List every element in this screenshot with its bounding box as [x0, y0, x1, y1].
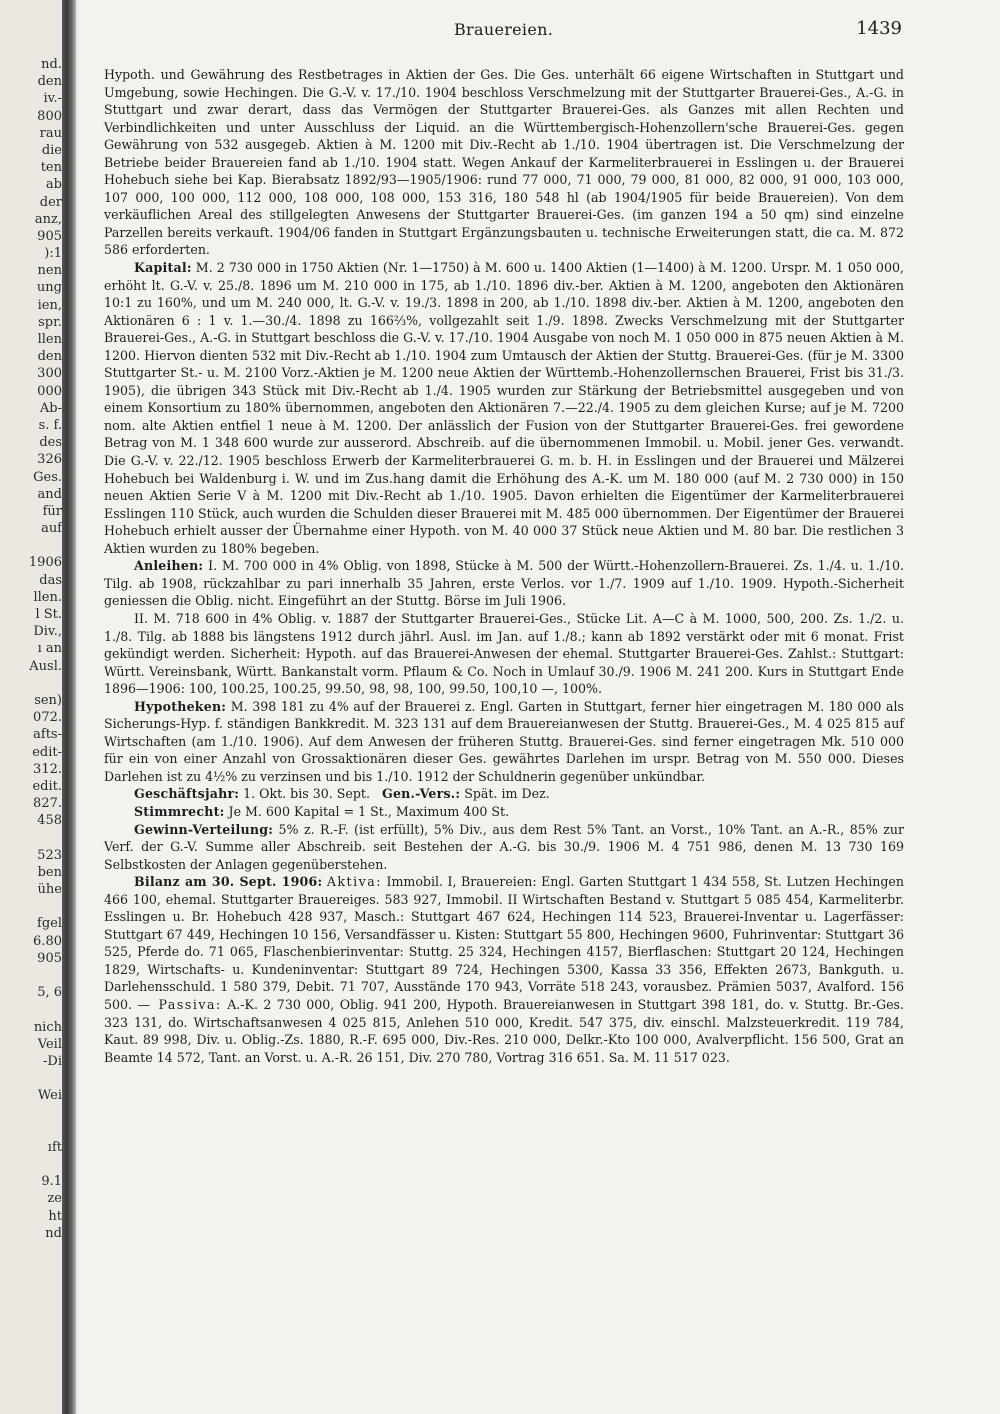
gutter-fragment: edit. [32, 778, 62, 794]
kapital-paragraph [104, 259, 904, 557]
gutter-fragment: für [42, 503, 62, 519]
gutter-fragment [0, 537, 62, 554]
gewinn-text: 5% z. R.-F. (ist erfüllt), 5% Div., aus dem Rest 5% Tant. an Vorst., 10% Tant. an A.-R., 85% zur Verf. der G.-V. Summe aller Abschreib. seit Bestehen der A.-G. bis 30./9. 1906 M. 4 751 986, denen M. 13 730 169 Selbstkosten der Anlagen gegenüberstehen. [104, 821, 904, 872]
anleihen-paragraph-2: II. M. 718 600 in 4% Oblig. v. 1887 der Stuttgarter Brauerei-Ges., Stücke Lit. A—C à M. 1000, 500, 200. Zs. 1./2. u. 1./8. Tilg. ab 1888 bis längstens 1912 durch jährl. Ausl. im Jan. auf 1./8.; kann ab 1892 verstärkt oder mit 6 monat. Frist gekündigt werden. Sicherheit: Hypoth. auf das Brauerei-Anwesen der ehemal. Stuttgarter Brauerei-Ges. Zahlst.: Stuttgart: Württ. Vereinsbank, Württ. Bankanstalt vorm. Pflaum & Co. Noch in Umlauf 30./9. 1906 M. 241 200. Kurs in Stuttgart Ende 1896—1906: 100, 100.25, 100.25, 99.50, 98, 98, 100, 99.50, 100,10 —, 100%. [104, 610, 904, 697]
aktiva-text: Immobil. I, Brauereien: Engl. Garten Stuttgart 1 434 558, St. Lutzen Hechingen 466 100, ehemal. Stuttgarter Brauereiges. 583 927, Immobil. II Wirtschaften Bestand v. Stuttgart 5 085 454, Karmeliterbr. Esslingen u. Br. Hohebuch 428 937, Masch.: Stuttgart 467 624, Hechingen 114 523, Brauerei-Inventar u. Lagerfässer: Stuttgart 67 449, Hechingen 10 156, Versandfässer u. Kisten: Stuttgart 55 800, Hechingen 9600, Fuhrinventar: Stuttgart 36 525, Pferde do. 71 065, Flaschenbierinventar: Stuttg. 25 324, Hechingen 4157, Bierflaschen: Stuttgart 20 124, Hechingen 1829, Wirtschafts- u. Kundeninventar: Stuttgart 89 724, Hechingen 5300, Kassa 33 356, Effekten 2673, Bankguth. u. Darlehensschuld. 1 580 379, Debit. 71 707, Ausstände 170 943, Vorräte 518 243, vorausbez. Prämien 5037, Avalford. 156 500. [104, 874, 904, 1012]
gutter-fragment: 800 [37, 108, 62, 124]
gutter-fragment: Ab- [39, 400, 62, 416]
stimmrecht-paragraph [104, 803, 904, 821]
gutter-fragment: 827. [33, 796, 62, 812]
gutter-fragment: llen. [33, 589, 62, 605]
gutter-fragment [0, 898, 62, 915]
gutter-fragment: anz, [34, 211, 62, 227]
gutter-fragment: 905 [37, 950, 62, 966]
gutter-fragment: 523 [37, 847, 62, 863]
gutter-fragment: den [37, 74, 62, 90]
gutter-fragment [0, 1122, 62, 1139]
gutter-fragment [0, 675, 62, 692]
intro-paragraph: Hypoth. und Gewährung des Restbetrages in Aktien der Ges. Die Ges. unterhält 66 eigene Wirtschaften in Stuttgart und Umgebung, sowie Hechingen. Die G.-V. v. 17./10. 1904 beschloss Verschmelzung mit der Stuttgarter Brauerei-Ges., A.-G. in Stuttgart und zwar derart, dass das Vermögen der Stuttgarter Brauerei-Ges. als Ganzes mit allen Rechten und Verbindlichkeiten und unter Ausschluss der Liquid. an die Württembergisch-Hohenzollern'sche Brauerei-Ges. gegen Gewährung von 532 ausgegeb. Aktien à M. 1200 mit Div.-Recht ab 1./10. 1904 übertragen ist. Die Verschmelzung der Betriebe beider Brauereien fand ab 1./10. 1904 statt. Wegen Ankauf der Karmeliterbrauerei in Esslingen u. der Brauerei Hohebuch siehe bei Kap. Bierabsatz 1892/93—1905/1906: rund 77 000, 71 000, 79 000, 81 000, 82 000, 91 000, 103 000, 107 000, 100 000, 112 000, 108 000, 108 000, 153 316, 180 548 hl (ab 1904/1905 für beide Brauereien). Von dem verkäuflichen Areal des stillgelegten Anwesens der Stuttgarter Brauerei-Ges. (im ganzen 194 a 50 qm) sind einzelne Parzellen bereits verkauft. 1904/06 fanden in Stuttgart Ergänzungsbauten u. technische Erweiterungen statt, die ca. M. 872 586 erforderten. [104, 67, 904, 258]
gutter-fragment: -Di [43, 1053, 62, 1069]
gutter-fragment: nich [33, 1019, 62, 1035]
geschaeftsjahr-label: Geschäftsjahr: [134, 786, 240, 802]
gutter-fragment: s. f. [38, 417, 62, 433]
aktiva-label: Aktiva: [326, 874, 382, 890]
passiva-label: — Passiva: [137, 996, 222, 1012]
hypotheken-paragraph [104, 698, 904, 786]
gutter-fragment: 312. [33, 761, 62, 777]
gutter-fragment: nd. [41, 57, 62, 72]
gutter-fragment: sen) [34, 692, 62, 708]
geschaeftsjahr-paragraph [104, 785, 904, 803]
kapital-text: M. 2 730 000 in 1750 Aktien (Nr. 1—1750) à M. 600 u. 1400 Aktien (1—1400) à M. 1200. Urspr. M. 1 050 000, erhöht lt. G.-V. v. 25./8. 1896 um M. 210 000 in 175, ab 1./10. 1896 div.-ber. Aktien à M. 1200, angeboten den Aktionären 10:1 zu 160%, und um M. 240 000, lt. G.-V. v. 19./3. 1898 in 200, ab 1./10. 1898 div.-ber. Aktien à M. 1200, angeboten den Aktionären 6 : 1 v. 1.—30./4. 1898 zu 166⅔%, vollgezahlt seit 1./9. 1898. Zwecks Verschmelzung mit der Stuttgarter Brauerei-Ges., A.-G. in Stuttgart beschloss die G.-V. v. 17./10. 1904 Ausgabe von noch M. 1 050 000 in 875 neuen Aktien à M. 1200. Hiervon dienten 532 mit Div.-Recht ab 1./10. 1904 zum Umtausch der Aktien der Stuttg. Brauerei-Ges. (für je M. 3300 Stuttgarter St.- u. M. 2100 Vorz.-Aktien je M. 1200 neue Aktien der Württemb.-Hohenzollernschen Brauerei, Frist bis 31./3. 1905), die übrigen 343 Stück mit Div.-Recht ab 1./4. 1905 wurden zur Stärkung der Betriebsmittel ausgegeben und von einem Konsortium zu 180% übernommen, angeboten den Aktionären 7.—22./4. 1905 zu dem gleichen Kurse; auf je M. 7200 nom. alte Aktien entfiel 1 neue à M. 1200. Der anlässlich der Fusion von der Stuttgarter Brauerei-Ges. frei gewordene Betrag von M. 1 348 600 wurde zur ausserord. Abschreib. auf die übernommenen Immobil. u. Mobil. jener Ges. verwandt. Die G.-V. v. 22./12. 1905 beschloss Erwerb der Karmeliterbrauerei G. m. b. H. in Esslingen und der Brauerei und Mälzerei Hohebuch bei Waldenburg i. W. und im Zus.hang damit die Erhöhung des A.-K. um M. 180 000 (auf M. 2 730 000) in 150 neuen Aktien Serie V à M. 1200 mit Div.-Recht ab 1./10. 1905. Davon erhielten die Eigentümer der Karmeliterbrauerei Esslingen 110 Stück, auch wurden die Schulden dieser Brauerei mit M. 485 000 übernommen. Der Eigentümer der Brauerei Hohebuch erhielt ausser der Übernahme einer Hypoth. von M. 40 000 37 Stück neue Aktien und M. 80 bar. Die restlichen 3 Aktien wurden zu 180% begeben. [104, 260, 904, 556]
gutter-fragment: ühe [37, 882, 62, 897]
anleihen-label: Anleihen: [134, 558, 204, 574]
gutter-fragment: 905 [37, 228, 62, 244]
gutter-fragment: nen [37, 263, 62, 279]
gutter-fragment: afts- [33, 727, 62, 743]
gutter-fragment: llen [37, 332, 62, 347]
gutter-fragment: 5, 6 [37, 985, 62, 1001]
geschaeftsjahr-text: 1. Okt. bis 30. Sept. [243, 786, 370, 802]
hypotheken-text: M. 398 181 zu 4% auf der Brauerei z. Engl. Garten in Stuttgart, ferner hier eingetragen M. 180 000 als Sicherungs-Hyp. f. ständigen Bankkredit. M. 323 131 auf dem Brauereianwesen der Stuttg. Brauerei-Ges., M. 4 025 815 auf Wirtschaften (am 1./10. 1906). Auf dem Anwesen der früheren Stuttg. Brauerei-Ges. sind ferner eingetragen Mk. 510 000 für ein von einer Anzahl von Grossaktionären dieser Ges. gewährtes Darlehen im urspr. Betrag von M. 550 000. Dieses Darlehen ist zu 4½% zu verzinsen und bis 1./10. 1912 der Schuldnerin gegenüber unkündbar. [104, 698, 904, 784]
gutter-fragment: fgel [37, 916, 62, 932]
gutter-fragment: die [41, 142, 62, 158]
gutter-fragment: iv.- [43, 91, 62, 107]
gutter-fragment: das [39, 572, 62, 588]
gutter-fragment [0, 1001, 62, 1018]
gutter-fragment: 000 [37, 383, 62, 399]
gutter-fragment: spr. [38, 314, 62, 330]
gutter-fragment: 9.1 [41, 1174, 62, 1190]
bilanz-paragraph [104, 873, 904, 1066]
gutter-fragment: Veil [37, 1036, 62, 1052]
stimmrecht-label: Stimmrecht: [134, 803, 225, 819]
gutter-fragment: ):1 [44, 246, 62, 262]
gutter-fragment: ung [36, 280, 62, 296]
gutter-fragment: rau [39, 125, 62, 141]
genvers-label: Gen.-Vers.: [382, 786, 461, 802]
running-head: Brauereien. [454, 20, 554, 39]
bilanz-label: Bilanz am 30. Sept. 1906: [134, 874, 323, 890]
gutter-fragment [0, 829, 62, 846]
gutter-fragment: 458 [37, 813, 62, 829]
anleihen-paragraph [104, 557, 904, 610]
document-page [78, 0, 1000, 1414]
gutter-fragment: nd [45, 1225, 62, 1241]
gutter-fragment: 1906 [28, 555, 62, 571]
book-binding [62, 0, 76, 1414]
gutter-fragment: ab [45, 177, 62, 193]
gutter-fragment [0, 1104, 62, 1121]
gutter-fragment: l St. [35, 607, 62, 622]
gutter-fragment: der [39, 194, 62, 210]
facing-page-fragments [0, 56, 62, 1242]
gutter-fragment: ien, [37, 297, 62, 313]
gutter-fragment: ıft [47, 1139, 62, 1155]
gutter-fragment: 6.80 [33, 933, 62, 949]
gutter-fragment: 326 [37, 452, 62, 468]
kapital-label: Kapital: [134, 260, 192, 276]
gutter-fragment: den [37, 349, 62, 365]
gewinn-paragraph [104, 821, 904, 874]
gewinn-label: Gewinn-Verteilung: [134, 821, 274, 837]
gutter-fragment [0, 1070, 62, 1087]
gutter-fragment: ı an [37, 641, 62, 657]
gutter-fragment: and [37, 486, 62, 502]
gutter-fragment [0, 1156, 62, 1173]
gutter-fragment: edit- [32, 744, 62, 760]
page-number: 1439 [856, 18, 902, 39]
gutter-fragment [0, 967, 62, 984]
page-body [104, 66, 904, 1066]
gutter-fragment: Ausl. [29, 658, 62, 674]
anleihen-text-1: I. M. 700 000 in 4% Oblig. von 1898, Stücke à M. 500 der Württ.-Hohenzollern-Brauerei. Zs. 1./4. u. 1./10. Tilg. ab 1908, rückzahlbar zu pari innerhalb 35 Jahren, erste Verlos. vor 1./7. 1909 auf 1./10. 1909. Hypoth.-Sicherheit geniessen die Oblig. nicht. Eingeführt an der Stuttg. Börse im Juli 1906. [104, 558, 904, 609]
gutter-fragment: Wei [37, 1088, 62, 1104]
gutter-fragment: auf [41, 521, 62, 537]
gutter-fragment: Div., [33, 624, 62, 640]
gutter-fragment: ht [48, 1208, 62, 1224]
gutter-fragment: ten [40, 160, 62, 176]
passiva-text: A.-K. 2 730 000, Oblig. 941 200, Hypoth. Brauereianwesen in Stuttgart 398 181, do. v. Stuttg. Br.-Ges. 323 131, do. Wirtschaftsanwesen 4 025 815, Anlehen 510 000, Kredit. 547 375, div. einschl. Malzsteuerkredit. 119 784, Kaut. 89 998, Div. u. Oblig.-Zs. 1880, R.-F. 695 000, Div.-Res. 210 000, Delkr.-Kto 100 000, Avalverpflicht. 156 500, Grat an Beamte 14 572, Tant. an Vorst. u. A.-R. 26 151, Div. 270 780, Vortrag 316 651. Sa. M. 11 517 023. [104, 996, 904, 1065]
gutter-fragment: ze [47, 1191, 62, 1207]
gutter-fragment: 300 [37, 366, 62, 382]
gutter-fragment: ben [37, 864, 62, 880]
gutter-fragment: des [39, 435, 62, 451]
stimmrecht-text: Je M. 600 Kapital = 1 St., Maximum 400 St. [228, 803, 510, 819]
hypotheken-label: Hypotheken: [134, 698, 227, 714]
gutter-fragment: Ges. [33, 469, 62, 485]
gutter-fragment: 072. [33, 710, 62, 726]
genvers-text: Spät. im Dez. [464, 786, 550, 802]
